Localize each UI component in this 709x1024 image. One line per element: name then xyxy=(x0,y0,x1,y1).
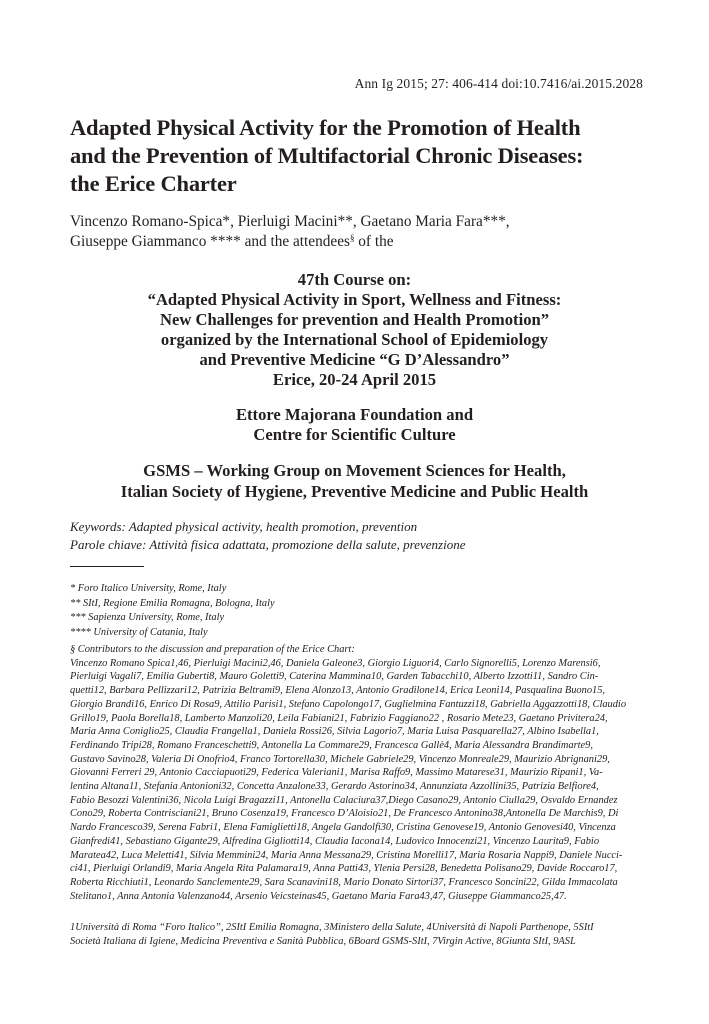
contributors-line: Stelitano1, Anna Antonia Valenzano44, Arsenio Veicsteinas45, Gaetano Maria Fara43,47, Giuseppe Giammanco25,47. xyxy=(70,890,567,902)
course-line: and Preventive Medicine “G D’Alessandro” xyxy=(199,350,510,369)
working-group-line: GSMS – Working Group on Movement Sciences for Health, xyxy=(143,461,566,480)
title-line: and the Prevention of Multifactorial Chronic Diseases: xyxy=(70,143,584,168)
contributors-line: Gustavo Savino28, Valeria Di Onofrio4, Franco Tortorella30, Michele Gabriele29, Vincenzo Monreale29, Maurizio Abrignani29, xyxy=(70,753,610,765)
author-line-text: Giuseppe Giammanco **** and the attendees xyxy=(70,233,350,250)
keywords-en: Keywords: Adapted physical activity, health promotion, prevention xyxy=(70,519,418,534)
foundation-heading xyxy=(40,405,669,445)
contributors-line: Ferdinando Tripi28, Romano Franceschetti9, Antonella La Commare29, Francesca Gallè4, Maria Alessandra Brandimarte9, xyxy=(70,739,593,751)
keywords-it: Parole chiave: Attività fisica adattata, promozione della salute, prevenzione xyxy=(70,537,466,552)
course-line: Erice, 20-24 April 2015 xyxy=(272,370,437,389)
journal-citation: Ann Ig 2015; 27: 406-414 doi:10.7416/ai.2015.2028 xyxy=(354,76,643,91)
contributor-affiliation-line: Società Italiana di Igiene, Medicina Preventiva e Sanità Pubblica, 6Board GSMS-SItI, 7Virgin Active, 8Giunta SItI, 9ASL xyxy=(70,935,576,947)
section-footnote-marker: § xyxy=(349,233,355,243)
keywords-block xyxy=(70,518,670,554)
contributors-line: Giorgio Brandi16, Enrico Di Rosa9, Attilio Parisi1, Stefano Capolongo17, Guglielmina Fantuzzi18, Gabriella Aggazzotti18, Claudio xyxy=(70,698,627,710)
course-line: 47th Course on: xyxy=(297,270,412,289)
contributors-heading: § Contributors to the discussion and preparation of the Erice Chart: xyxy=(70,644,355,655)
course-line: organized by the International School of Epidemiology xyxy=(160,330,549,349)
foundation-line: Ettore Majorana Foundation and xyxy=(235,405,474,424)
author-list xyxy=(70,212,670,252)
contributors-line: quetti12, Barbara Pellizzari12, Patrizia Beltrami9, Elena Alonzo13, Antonio Gradilone14, Erica Leoni14, Pasqualina Buono15, xyxy=(70,685,606,697)
foundation-line: Centre for Scientific Culture xyxy=(253,425,456,444)
affiliation-line: *** Sapienza University, Rome, Italy xyxy=(70,612,225,623)
contributors-line: Cono29, Roberta Contrisciani21, Bruno Cosenza19, Francesco D’Aloisio21, De Francesco Antonino38,Antonella De Marchis9, Di xyxy=(70,808,619,820)
contributors-line: Giovanni Ferreri 29, Antonio Cacciapuoti29, Federica Valeriani1, Marisa Raffo9, Massimo Matarese31, Maurizio Ripani1, Va- xyxy=(70,767,603,779)
contributors-line: ci41, Pierluigi Orlandi9, Maria Angela Rita Palamara19, Anna Patti43, Ylenia Persi28, Benedetta Polisano29, Davide Roccaro17, xyxy=(70,863,618,875)
title-line: Adapted Physical Activity for the Promotion of Health xyxy=(70,115,581,140)
contributors-line: Nardo Francesco39, Serena Fabri1, Elena Famiglietti18, Angela Gandolfi30, Cristina Genovese19, Antonio Genovesi40, Vincenza xyxy=(70,822,616,834)
course-heading xyxy=(40,270,669,390)
affiliation-line: **** University of Catania, Italy xyxy=(70,626,208,638)
title-line: the Erice Charter xyxy=(70,171,237,196)
contributors-line: Roberta Ricchiuti1, Leonardo Sanclemente29, Sara Scanavini18, Mario Donato Sirtori37, Francesco Soncini22, Gilda Immacolata xyxy=(70,876,618,888)
contributors-line: Maratea42, Luca Meletti41, Silvia Memmini24, Maria Anna Messana29, Cristina Morelli17, Maria Rosaria Nappi9, Daniele Nucci- xyxy=(70,849,623,861)
affiliation-line: * Foro Italico University, Rome, Italy xyxy=(70,583,227,594)
contributors-line: Fabio Besozzi Valentini36, Nicola Luigi Bragazzi11, Antonella Calaciura37,Diego Casano29, Antonio Ciulla29, Osvaldo Ernandez xyxy=(70,794,618,806)
contributor-affiliations xyxy=(70,921,641,948)
author-affiliations xyxy=(70,582,660,640)
course-line: New Challenges for prevention and Health Promotion” xyxy=(159,310,550,329)
contributors-line: Maria Anna Coniglio25, Claudia Frangella1, Daniela Rossi26, Silvia Lagorio7, Maria Luisa Pasquarella27, Albino Isabella1, xyxy=(70,726,599,738)
contributors-line: Grillo19, Paola Borella18, Lamberto Manzoli20, Leila Fabiani21, Fabrizio Faggiano22 , Rosario Mete23, Gaetano Privitera24, xyxy=(70,712,608,724)
course-line: “Adapted Physical Activity in Sport, Wellness and Fitness: xyxy=(147,290,562,309)
footnote-divider xyxy=(70,566,144,567)
author-line: Vincenzo Romano-Spica*, Pierluigi Macini**, Gaetano Maria Fara***, xyxy=(70,213,510,230)
contributors-line: Vincenzo Romano Spica1,46, Pierluigi Macini2,46, Daniela Galeone3, Giorgio Liguori4, Carlo Signorelli5, Lorenzo Marensi6, xyxy=(70,657,601,669)
author-line-text: of the xyxy=(354,233,394,250)
working-group-line: Italian Society of Hygiene, Preventive Medicine and Public Health xyxy=(120,482,589,501)
contributors-line: Pierluigi Vagali7, Emilia Guberti8, Mauro Goletti9, Caterina Mammina10, Garden Tabacchi10, Alberto Izzotti11, Sandro Cin- xyxy=(70,671,599,683)
contributor-affiliation-line: 1Università di Roma “Foro Italico”, 2SItI Emilia Romagna, 3Ministero della Salute, 4Università di Napoli Parthenope, 5SItI xyxy=(70,922,594,933)
contributors-line: lentina Altana11, Stefania Antonioni32, Concetta Anzalone33, Gerardo Astorino34, Annunziata Azzollini35, Patrizia Belfiore4, xyxy=(70,781,599,793)
contributors-footnote xyxy=(70,643,641,903)
contributors-line: Gianfredi41, Sebastiano Gigante29, Alfredina Gigliotti14, Claudia Iacona14, Ludovico Innocenzi21, Vincenzo Laurita9, Fabio xyxy=(70,835,600,847)
working-group-heading xyxy=(40,460,669,502)
author-line xyxy=(70,232,670,252)
article-title xyxy=(70,114,660,198)
affiliation-line: ** SItI, Regione Emilia Romagna, Bologna, Italy xyxy=(70,597,275,609)
